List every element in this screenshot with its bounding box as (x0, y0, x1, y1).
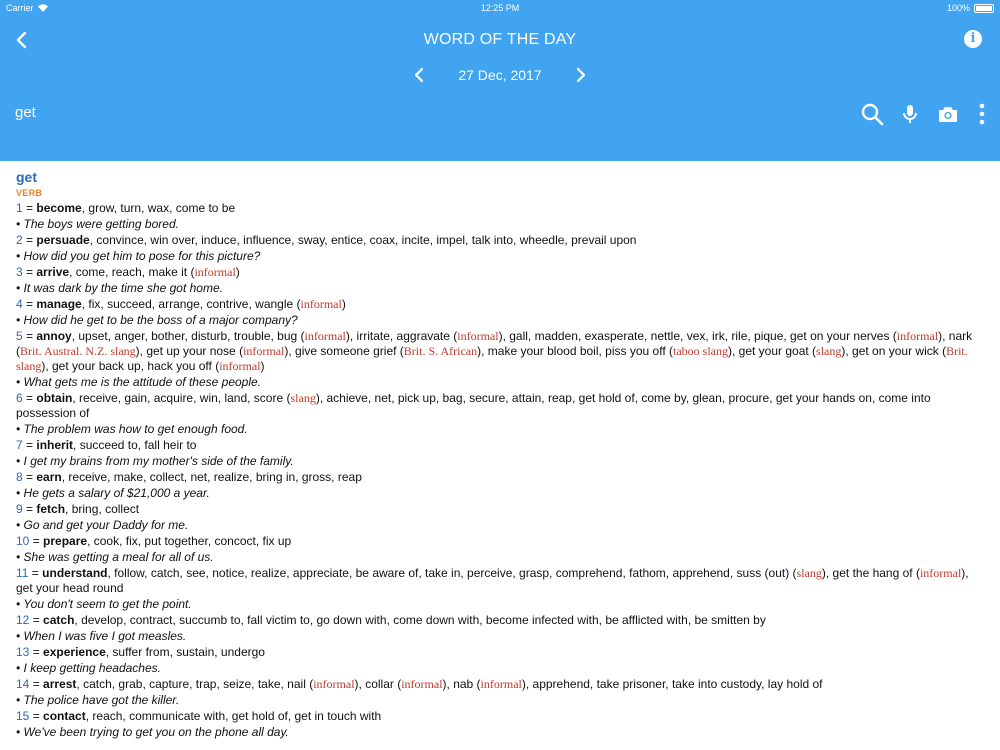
sense-number: 13 (16, 645, 30, 659)
sense-definition: 2 = persuade, convince, win over, induce, influence, sway, entice, coax, incite, impel, talk into, wheedle, prevail upon (16, 233, 637, 247)
example-sentence: • When I was five I got measles. (16, 629, 187, 643)
info-button[interactable] (964, 30, 982, 48)
synonyms-text: , receive, gain, acquire, win, land, score ( (72, 391, 291, 405)
sense-number: 7 (16, 438, 23, 452)
usage-label: Brit. slang (16, 344, 968, 373)
key-synonym: obtain (36, 391, 73, 405)
example-sentence: • The problem was how to get enough food. (16, 422, 248, 436)
synonyms-text: , grow, turn, wax, come to be (81, 201, 236, 215)
synonyms-text: ), get your back up, hack you off ( (41, 359, 220, 373)
sense-definition: 7 = inherit, succeed to, fall heir to (16, 438, 197, 452)
synonyms-text: , catch, grab, capture, trap, seize, take, nail ( (76, 677, 314, 691)
synonyms-text: ) (260, 359, 265, 373)
usage-label: informal (457, 329, 499, 343)
status-bar (0, 0, 1000, 18)
key-synonym: prepare (43, 534, 88, 548)
chevron-right-icon (572, 66, 590, 84)
example-sentence: • She was getting a meal for all of us. (16, 550, 214, 564)
camera-icon (936, 102, 960, 126)
key-synonym: become (36, 201, 82, 215)
app-header (0, 18, 1000, 161)
key-synonym: earn (36, 470, 62, 484)
example-sentence: • I keep getting headaches. (16, 661, 161, 675)
usage-label: informal (401, 677, 443, 691)
sense-number: 10 (16, 534, 30, 548)
sense-number: 15 (16, 709, 30, 723)
usage-label: informal (300, 297, 342, 311)
usage-label: slang (290, 391, 316, 405)
sense-definition: 1 = become, grow, turn, wax, come to be (16, 201, 236, 215)
synonyms-text: ) (341, 297, 346, 311)
search-icon (860, 102, 884, 126)
synonyms-text: ), apprehend, take prisoner, take into custody, lay hold of (521, 677, 823, 691)
dictionary-entry (16, 168, 986, 741)
synonyms-text: , cook, fix, put together, concoct, fix up (87, 534, 292, 548)
sense-definition: 3 = arrive, come, reach, make it (informal) (16, 265, 240, 279)
synonyms-text: ), irritate, aggravate ( (345, 329, 458, 343)
usage-label: taboo slang (672, 344, 728, 358)
example-sentence: • The boys were getting bored. (16, 217, 179, 231)
key-synonym: inherit (36, 438, 74, 452)
voice-search-button[interactable] (898, 102, 922, 126)
example-sentence: • It was dark by the time she got home. (16, 281, 223, 295)
synonyms-text: , reach, communicate with, get hold of, get in touch with (85, 709, 382, 723)
sense-number: 8 (16, 470, 23, 484)
synonyms-text: ), nark ( (16, 329, 973, 358)
sense-definition: 15 = contact, reach, communicate with, get hold of, get in touch with (16, 709, 382, 723)
key-synonym: annoy (36, 329, 72, 343)
usage-label: informal (313, 677, 355, 691)
key-synonym: contact (43, 709, 86, 723)
key-synonym: arrest (43, 677, 77, 691)
current-date: 27 Dec, 2017 (458, 67, 542, 83)
sense-definition: 14 = arrest, catch, grab, capture, trap, seize, take, nail (informal), collar (informal), nab (informal), apprehend, take prisoner, take into custody, lay hold of (16, 677, 823, 691)
headword: get (16, 169, 37, 185)
example-sentence: • How did he get to be the boss of a major company? (16, 313, 298, 327)
page-title: WORD OF THE DAY (423, 31, 577, 48)
example-sentence: • Go and get your Daddy for me. (16, 518, 189, 532)
usage-label: informal (480, 677, 522, 691)
sense-definition: 5 = annoy, upset, anger, bother, disturb, trouble, bug (informal), irritate, aggravate (informal), gall, madden, exasperate, nettle, vex, irk, rile, pique, get on your nerves (informal), nark (Brit. Austral. N.Z. slang), get up your nose (informal), give someone grief (Brit. S. African), make your blood boil, piss you off (taboo slang), get your goat (slang), get on your wick (Brit. slang), get your back up, hack you off (informal) (16, 329, 973, 373)
key-synonym: understand (42, 566, 108, 580)
synonyms-text: , develop, contract, succumb to, fall victim to, go down with, come down with, become infected with, be afflicted with, be smitten by (74, 613, 766, 627)
key-synonym: persuade (36, 233, 90, 247)
more-options-button[interactable] (970, 102, 994, 126)
example-sentence: • We've been trying to get you on the phone all day. (16, 725, 289, 739)
synonyms-text: ), get your head round (16, 566, 969, 595)
usage-label: informal (194, 265, 236, 279)
sense-number: 1 (16, 201, 23, 215)
example-sentence: • How did you get him to pose for this picture? (16, 249, 261, 263)
sense-definition: 10 = prepare, cook, fix, put together, concoct, fix up (16, 534, 292, 548)
usage-label: informal (219, 359, 261, 373)
sense-number: 14 (16, 677, 30, 691)
synonyms-text: ) (235, 265, 240, 279)
usage-label: informal (919, 566, 962, 580)
microphone-icon (898, 102, 922, 126)
key-synonym: experience (43, 645, 106, 659)
synonyms-text: ), achieve, net, pick up, bag, secure, attain, reap, get hold of, come by, glean, procure, get your hands on, come into possession of (16, 391, 931, 420)
sense-definition: 4 = manage, fix, succeed, arrange, contrive, wangle (informal) (16, 297, 346, 311)
search-query[interactable]: get (15, 104, 36, 121)
usage-label: slang (796, 566, 822, 580)
usage-label: Brit. Austral. N.Z. slang (20, 344, 136, 358)
synonyms-text: ), make your blood boil, piss you off ( (477, 344, 673, 358)
sense-definition: 9 = fetch, bring, collect (16, 502, 140, 516)
sense-number: 2 (16, 233, 23, 247)
synonyms-text: , convince, win over, induce, influence, sway, entice, coax, incite, impel, talk into, wheedle, prevail upon (89, 233, 637, 247)
usage-label: informal (304, 329, 346, 343)
sense-number: 12 (16, 613, 30, 627)
synonyms-text: , suffer from, sustain, undergo (105, 645, 265, 659)
carrier-label: Carrier (6, 3, 34, 13)
synonyms-text: ), get your goat ( (727, 344, 817, 358)
sense-definition: 11 = understand, follow, catch, see, notice, realize, appreciate, be aware of, take in, perceive, grasp, comprehend, fathom, apprehend, suss (out) (slang), get the hang of (informal), get your head round (16, 566, 969, 595)
sense-definition: 12 = catch, develop, contract, succumb to, fall victim to, go down with, come down with, become infected with, be afflicted with, be smitten by (16, 613, 766, 627)
example-sentence: • I get my brains from my mother's side of the family. (16, 454, 294, 468)
usage-label: Brit. S. African (403, 344, 478, 358)
synonyms-text: ), give someone grief ( (284, 344, 404, 358)
synonyms-text: ), collar ( (354, 677, 402, 691)
synonyms-text: ), get on your wick ( (841, 344, 947, 358)
synonyms-text: , bring, collect (65, 502, 140, 516)
synonyms-text: , come, reach, make it ( (69, 265, 195, 279)
info-icon: i (970, 31, 976, 46)
synonyms-text: ), gall, madden, exasperate, nettle, vex, irk, rile, pique, get on your nerves ( (498, 329, 897, 343)
key-synonym: arrive (36, 265, 70, 279)
part-of-speech: VERB (16, 188, 43, 198)
key-synonym: manage (36, 297, 82, 311)
synonyms-text: , succeed to, fall heir to (73, 438, 197, 452)
senses-list (16, 201, 986, 740)
example-sentence: • You don't seem to get the point. (16, 597, 192, 611)
synonyms-text: , upset, anger, bother, disturb, trouble, bug ( (71, 329, 305, 343)
sense-definition: 6 = obtain, receive, gain, acquire, win, land, score (slang), achieve, net, pick up, bag, secure, attain, reap, get hold of, come by, glean, procure, get your hands on, come into possession of (16, 391, 931, 420)
usage-label: informal (896, 329, 939, 343)
sense-definition: 13 = experience, suffer from, sustain, undergo (16, 645, 265, 659)
key-synonym: fetch (36, 502, 66, 516)
sense-number: 5 (16, 329, 23, 343)
battery-percentage: 100% (946, 3, 970, 13)
next-day-button[interactable] (572, 66, 590, 84)
sense-number: 6 (16, 391, 23, 405)
sense-number: 4 (16, 297, 23, 311)
usage-label: slang (816, 344, 842, 358)
synonyms-text: , receive, make, collect, net, realize, bring in, gross, reap (61, 470, 362, 484)
sense-number: 11 (16, 566, 29, 580)
example-sentence: • The police have got the killer. (16, 693, 180, 707)
example-sentence: • What gets me is the attitude of these people. (16, 375, 262, 389)
date-navigator (0, 66, 1000, 86)
synonyms-text: , follow, catch, see, notice, realize, appreciate, be aware of, take in, perceive, grasp, comprehend, fathom, apprehend, suss (out) ( (107, 566, 797, 580)
sense-number: 9 (16, 502, 23, 516)
search-button[interactable] (860, 102, 884, 126)
key-synonym: catch (43, 613, 75, 627)
clock: 12:25 PM (480, 3, 520, 13)
synonyms-text: ), get the hang of ( (821, 566, 920, 580)
camera-button[interactable] (936, 102, 960, 126)
synonyms-text: ), nab ( (442, 677, 481, 691)
sense-definition: 8 = earn, receive, make, collect, net, realize, bring in, gross, reap (16, 470, 362, 484)
synonyms-text: ), get up your nose ( (135, 344, 244, 358)
more-vertical-icon (970, 102, 994, 126)
synonyms-text: , fix, succeed, arrange, contrive, wangle ( (81, 297, 301, 311)
battery-icon (974, 4, 994, 13)
sense-number: 3 (16, 265, 23, 279)
usage-label: informal (243, 344, 285, 358)
example-sentence: • He gets a salary of $21,000 a year. (16, 486, 210, 500)
